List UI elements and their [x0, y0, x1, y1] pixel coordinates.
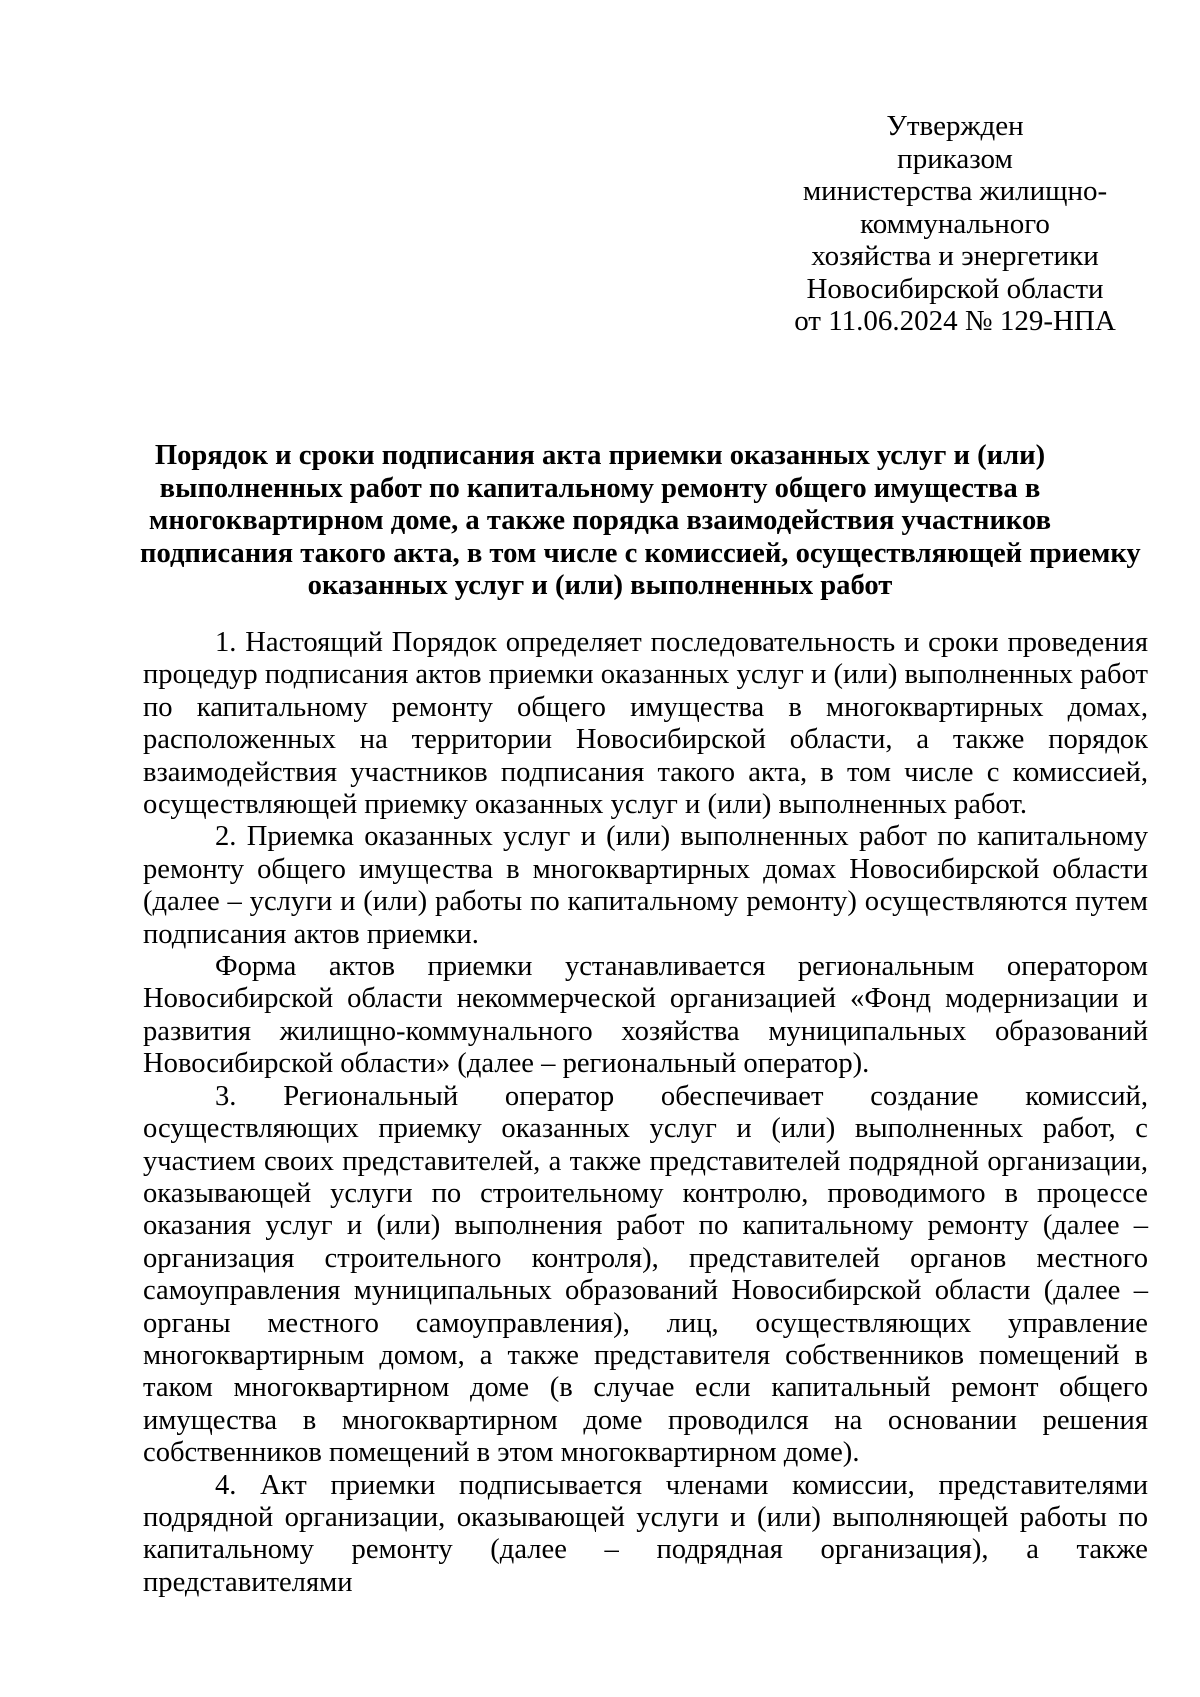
- paragraph-3: 3. Региональный оператор обеспечивает создание комиссий, осуществляющих приемку оказанных услуг и (или) выполненных работ, с участием своих представителей, а также представителей подрядной организации, оказывающей услуги по строительному контролю, проводимого в процессе оказания услуг и (или) выполнения работ по капитальному ремонту (далее – организация строительного контроля), представителей органов местного самоуправления муниципальных образований Новосибирской области (далее – органы местного самоуправления), лиц, осуществляющих управление многоквартирным домом, а также представителя собственников помещений в таком многоквартирном доме (в случае если капитальный ремонт общего имущества в многоквартирном доме проводился на основании решения собственников помещений в этом многоквартирном доме).: [143, 1080, 1148, 1469]
- title-line: оказанных услуг и (или) выполненных работ: [307, 570, 893, 601]
- approval-line: хозяйства и энергетики: [811, 240, 1099, 272]
- approval-line: Новосибирской области: [806, 272, 1104, 305]
- title-line: Порядок и сроки подписания акта приемки оказанных услуг и (или): [154, 440, 1046, 471]
- title-line: многоквартирном доме, а также порядка взаимодействия участников: [148, 505, 1052, 536]
- title-line: подписания такого акта, в том числе с комиссией, осуществляющей приемку: [140, 537, 1141, 569]
- paragraph-2-form: Форма актов приемки устанавливается региональным оператором Новосибирской области некоммерческой организацией «Фонд модернизации и развития жилищно-коммунального хозяйства муниципальных образований Новосибирской области» (далее – региональный оператор).: [143, 951, 1148, 1080]
- document-title: [140, 440, 1141, 603]
- paragraph-4: 4. Акт приемки подписывается членами комиссии, представителями подрядной организации, оказывающей услуги и (или) выполняющей работы по капитальному ремонту (далее – подрядная организация), а также представителями: [143, 1469, 1148, 1598]
- title-line: выполненных работ по капитальному ремонту общего имущества в: [159, 472, 1041, 504]
- approval-line: приказом: [897, 142, 1013, 175]
- paragraph-1: 1. Настоящий Порядок определяет последовательность и сроки проведения процедур подписания актов приемки оказанных услуг и (или) выполненных работ по капитальному ремонту общего имущества в многоквартирных домах, расположенных на территории Новосибирской области, а также порядок взаимодействия участников подписания такого акта, в том числе с комиссией, осуществляющей приемку оказанных услуг и (или) выполненных работ.: [143, 627, 1148, 821]
- paragraph-2: 2. Приемка оказанных услуг и (или) выполненных работ по капитальному ремонту общего имущества в многоквартирных домах Новосибирской области (далее – услуги и (или) работы по капитальному ремонту) осуществляются путем подписания актов приемки.: [143, 821, 1148, 950]
- document-body: [143, 627, 1148, 1599]
- approval-line: министерства жилищно-: [802, 175, 1108, 207]
- approval-block: [790, 110, 1120, 338]
- approval-line: от 11.06.2024 № 129-НПА: [794, 305, 1116, 337]
- approval-line: коммунального: [860, 207, 1050, 240]
- approval-line: Утвержден: [886, 110, 1024, 142]
